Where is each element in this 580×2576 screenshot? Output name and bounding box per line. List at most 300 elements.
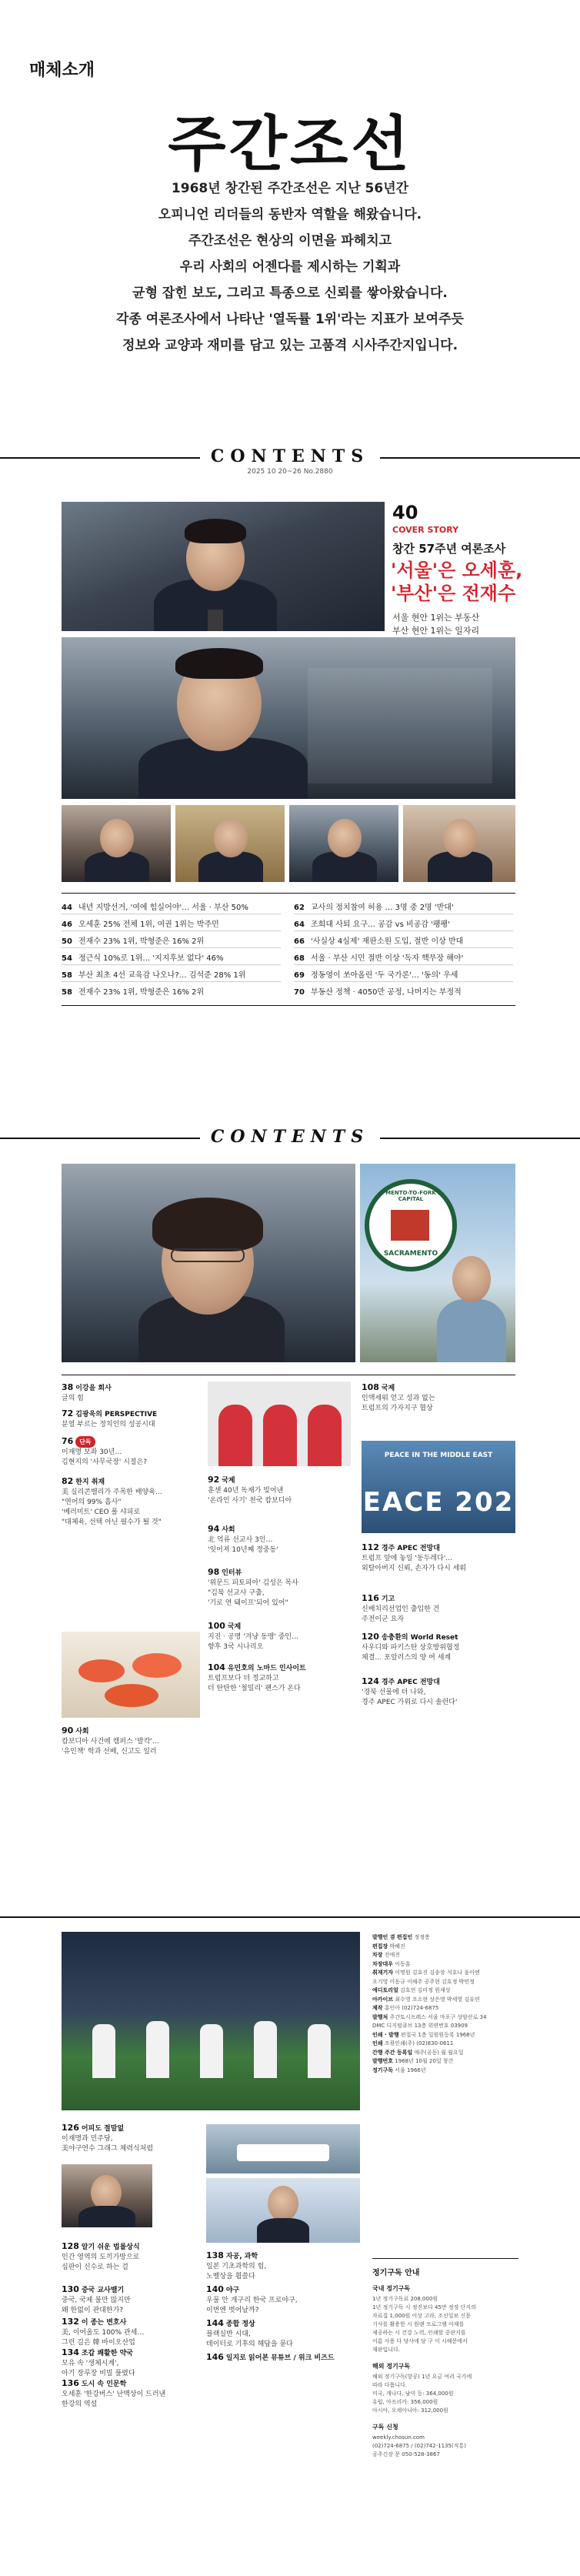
toc-entry[interactable] [62, 1726, 202, 1757]
intro-line: 1968년 창간된 주간조선은 지난 56년간 [171, 181, 409, 196]
toc-page-number: 54 [62, 954, 72, 963]
person-shirt [437, 1299, 506, 1362]
subscription-line: 따라 다릅니다. [372, 2382, 408, 2388]
colophon-row [372, 2049, 526, 2058]
toc-entry[interactable] [208, 1621, 351, 1652]
entry-title-line: 심판이 신수로 하는 걸 [62, 2264, 128, 2271]
colophon-row [372, 1996, 526, 2005]
toc-title: 정동영이 쏘아올린 '두 국가론'… '동의' 우세 [311, 971, 458, 980]
thumb-photo-1 [62, 805, 171, 882]
colophon-row [372, 1986, 526, 1996]
toc-title: 오세훈 25% 전체 1위, 여권 1위는 박주민 [78, 920, 219, 929]
entry-title-line: 글의 힘 [62, 1395, 84, 1402]
subscription-section-title: 구독 신청 [372, 2424, 398, 2431]
entry-title-line: 이번엔 벗어날까? [206, 2307, 259, 2314]
row-separator [294, 947, 513, 948]
toc-entry[interactable] [62, 2317, 202, 2348]
entry-category: 일지로 읽어본 뮤튜브 / 위크 비즈드 [225, 2354, 335, 2362]
entry-title-line: 지진 · 공명 '겨냥 동맹' 중인… [208, 1633, 299, 1641]
colophon-value: 오기영 이동규 이해주 공주현 김호정 박민정 [372, 1978, 475, 1985]
subscription-line: 아시아, 오세아니아: 312,000원 [372, 2407, 448, 2414]
subscription-line: 이름 사용 다 당사에 당 구 이 시해문에서 [372, 2338, 468, 2344]
subscription-section-text [372, 2295, 526, 2354]
entry-title-line: 주전이군 요자 [362, 1615, 405, 1623]
intro-line: 우리 사회의 어젠다를 제시하는 기획과 [179, 259, 401, 275]
colophon-row [372, 2040, 526, 2049]
subscription-line: 재판입니다. [372, 2347, 401, 2353]
entry-title-line: 인간 영역의 도끼가방으로 [62, 2254, 140, 2261]
entry-category: 사회 [75, 1728, 89, 1736]
toc-entry[interactable] [362, 1632, 515, 1663]
colophon-key: 인쇄 [372, 2040, 383, 2046]
toc-entry[interactable] [208, 1662, 351, 1694]
cover-headline [391, 559, 522, 605]
contents-heading [0, 446, 580, 466]
entry-head [62, 2378, 202, 2390]
person-face [214, 819, 248, 857]
toc-row[interactable] [62, 985, 204, 997]
entry-title-line: 美 실리콘밸리가 주목한 배양육… [62, 1488, 162, 1496]
entry-page-number: 72 [62, 1408, 74, 1418]
toc-row[interactable] [62, 934, 204, 946]
contents-heading [0, 1127, 580, 1147]
colophon-value: 박혜진 [389, 1943, 405, 1950]
entry-page-number: 128 [62, 2241, 79, 2251]
salmon-piece [78, 1659, 125, 1682]
player [146, 2021, 169, 2078]
toc-entry[interactable] [206, 2352, 360, 2364]
intro-line: 오피니언 리더들의 동반자 역할을 해왔습니다. [158, 207, 422, 222]
entry-title-line: '기로 연 돼이프'되어 있어" [208, 1599, 288, 1607]
subscription-title: 정기구독 안내 [372, 2269, 420, 2277]
entry-head [362, 1542, 515, 1554]
photo-suspects [208, 1382, 351, 1466]
colophon-value: 정정봉 [414, 1934, 430, 1940]
entry-title-line: 美야구연수 그래그 체력식처럼 [62, 2145, 154, 2153]
colophon-key: 아카이브 [372, 1996, 394, 2003]
person-suit [257, 2218, 309, 2243]
entry-head [62, 1408, 202, 1420]
toc-entry[interactable] [206, 2250, 360, 2282]
entry-page-number: 116 [362, 1593, 379, 1603]
colophon-row [372, 1943, 526, 1952]
entry-page-number: 144 [206, 2318, 224, 2328]
toc-page-number: 58 [62, 988, 72, 997]
photo-salmon [62, 1632, 200, 1718]
entry-title-line: 향후 3국 시나리오 [208, 1643, 264, 1651]
person-face [328, 819, 362, 857]
divider [62, 893, 515, 894]
entry-category: 국제 [227, 1623, 242, 1631]
toc-row[interactable] [62, 900, 248, 912]
subscription-section-text [372, 2434, 526, 2459]
toc-row[interactable] [294, 900, 454, 912]
entry-title-line: 블랙실반 시대, [206, 2330, 251, 2338]
cover-headline-line: '부산'은 전재수 [391, 583, 516, 604]
entry-title-line: 중국, 국제 불만 많지만 [62, 2297, 131, 2304]
entry-page-number: 138 [206, 2250, 224, 2260]
tractor-icon [391, 1210, 429, 1241]
entry-head [362, 1676, 515, 1688]
row-separator [294, 964, 513, 965]
entry-page-number: 112 [362, 1542, 379, 1552]
contents-page-3 [0, 1863, 580, 2576]
entry-title-line: 트럼프보다 더 정교하고 [208, 1675, 279, 1682]
entry-title-line: 사우디와 파키스탄 상호방위협정 [362, 1644, 460, 1652]
intro-line: 정보와 교양과 재미를 담고 있는 고품격 시사주간지입니다. [122, 338, 458, 353]
entry-title-line: 캄보디아 사건에 캠퍼스 '발칵'… [62, 1738, 159, 1746]
person-red [263, 1405, 297, 1466]
entry-category: 도시 속 인문학 [81, 2381, 127, 2388]
cover-description [392, 611, 479, 637]
toc-title: '사실상 4심제' 재판소원 도입, 절반 이상 반대 [311, 937, 464, 946]
colophon-key: 제작 [372, 2005, 383, 2011]
colophon-row [372, 1951, 526, 1960]
subscription-line: 1년 정기구독료 208,000원 [372, 2296, 438, 2302]
colophon-row [372, 2013, 526, 2023]
toc-page-number: 68 [294, 954, 305, 963]
toc-entry[interactable] [62, 1436, 202, 1468]
entry-head [206, 2284, 360, 2296]
entry-page-number: 94 [208, 1524, 220, 1534]
contents-page-2 [0, 1093, 580, 1863]
cover-desc-line: 서울 현안 1위는 부동산 [392, 613, 480, 623]
colophon-value: 주간토시프레스 서울 마포구 상암산로 34 [389, 2013, 487, 2020]
microphone [208, 610, 223, 631]
colophon-value: 김호연 김미정 원재성 [400, 1987, 451, 1993]
entry-head [62, 2284, 202, 2296]
subscription-line: 1년 정기구독 시 정진보다 45만 정장 단지의 [372, 2304, 476, 2310]
entry-title-line: '위문드 피토피아' 김성은 목사 [208, 1579, 298, 1587]
entry-title-line: 훈센 40년 독재가 빚어낸 [208, 1487, 284, 1495]
entry-title-line: 체결… 포알러스의 양 여 세계 [362, 1654, 452, 1662]
toc-row[interactable] [294, 985, 462, 997]
entry-title-line: 아기 장루장 비밀 풀렸다 [62, 2370, 135, 2377]
peace-big: EACE 202 [362, 1487, 515, 1518]
player [254, 2021, 277, 2078]
entry-title-line: 이재명과 민주당, [62, 2135, 113, 2143]
entry-head [62, 1476, 202, 1488]
colophon-row [372, 1933, 526, 1943]
row-separator [62, 964, 281, 965]
entry-page-number: 82 [62, 1476, 74, 1486]
toc-title: 부산 최초 4선 교육감 나오나?… 김석준 28% 1위 [78, 971, 246, 980]
photo-baseball [62, 1932, 360, 2110]
subscription-line: 해외 정기구독(항공) 1년 요금 여러 국가에 [372, 2374, 472, 2380]
toc-title: 전재수 23% 1위, 박형준은 16% 2위 [78, 937, 205, 946]
background-people [308, 668, 492, 783]
entry-category: 경주 APEC 전망대 [381, 1679, 440, 1686]
toc-page-number: 50 [62, 937, 72, 946]
toc-row[interactable] [62, 917, 219, 929]
issue-info: 2025 10 20~26 No.2880 [247, 468, 333, 476]
colophon-row [372, 2022, 526, 2031]
colophon-key: 발행인 겸 편집인 [372, 1934, 413, 1940]
toc-title: 부동산 정책 · 4050만 공정, 나머지는 부정적 [311, 988, 462, 997]
entry-title-line: 외탈아버지 신뢰, 손자가 다시 세워 [362, 1565, 467, 1572]
divider [0, 1916, 580, 1918]
toc-page-number: 58 [62, 971, 72, 980]
subscription-section-text [372, 2373, 526, 2415]
entry-page-number: 124 [362, 1676, 379, 1686]
toc-entry[interactable] [62, 2284, 202, 2316]
thumb-photo-3 [289, 805, 398, 882]
sign-top-text: MENTO-TO-FORK CAPITAL [385, 1190, 436, 1202]
colophon-row [372, 1960, 526, 1970]
colophon-value: 편집국 1층 일원원등록 1968년 [400, 2031, 475, 2038]
colophon-key: 차장대우 [372, 1960, 394, 1967]
toc-page-number: 70 [294, 988, 305, 997]
entry-head [62, 1382, 202, 1394]
toc-row[interactable] [294, 968, 458, 980]
entry-title-line: 일본 기초과학의 힘, [206, 2263, 267, 2270]
entry-title-line: '유인책' 학과 선배, 신고도 일러 [62, 1748, 157, 1756]
person-red [218, 1405, 252, 1466]
entry-category: 조갑 쾌활한 약국 [81, 2350, 133, 2357]
colophon-key: 편집장 [372, 1943, 388, 1950]
intro-title: 주간조선 [168, 109, 412, 179]
toc-row[interactable] [294, 951, 463, 963]
entry-title-line: 그런 길은 韓 바이오산업 [62, 2339, 135, 2347]
colophon-row [372, 2057, 526, 2066]
toc-title: 교사의 정치참여 허용 … 3명 중 2명 '반대' [311, 904, 454, 912]
entry-head [208, 1621, 351, 1632]
colophon-key: 정기구독 [372, 2066, 394, 2073]
feature-photo-woman [62, 1164, 355, 1362]
person-face [443, 819, 477, 857]
toc-row[interactable] [294, 934, 463, 946]
entry-title-line: 오세훈 '한강버스' 난맥상이 드러낸 [62, 2391, 166, 2398]
colophon-value: 매주(공동) 월 월요일 [414, 2049, 464, 2056]
exclusive-badge: 단독 [75, 1436, 95, 1448]
entry-category: 경주 APEC 전망대 [381, 1545, 440, 1552]
sign-bottom-text: SACRAMENTO [383, 1250, 438, 1258]
entry-head [208, 1567, 351, 1579]
entry-category: 국제 [381, 1385, 395, 1392]
entry-page-number: 76 [62, 1436, 74, 1446]
divider [372, 2258, 518, 2259]
toc-entry[interactable] [62, 2123, 202, 2154]
entry-title-line: 인맥세워 얻고 성과 없는 [362, 1395, 435, 1402]
player [92, 2024, 115, 2078]
intro-label: 매체소개 [29, 61, 95, 80]
person-hair [175, 648, 263, 679]
entry-category: 중국 교사밸기 [81, 2287, 125, 2294]
salmon-piece [105, 1684, 158, 1707]
colophon [372, 1933, 526, 2075]
toc-row[interactable] [62, 951, 223, 963]
person-hair [185, 519, 246, 543]
entry-head [208, 1475, 351, 1486]
toc-entry[interactable] [208, 1567, 351, 1609]
salmon-piece [132, 1653, 182, 1678]
colophon-value: 홍인아 (02)724-6875 [384, 2005, 439, 2011]
cover-page-number: 40 [392, 502, 418, 523]
toc-page-number: 46 [62, 920, 72, 929]
entry-page-number: 126 [62, 2123, 79, 2133]
contents-heading-text: CONTENTS [200, 1127, 380, 1147]
entry-page-number: 38 [62, 1382, 74, 1392]
person-face [100, 819, 134, 857]
entry-title-line: '온라인 사기' 천국 캄보디아 [208, 1497, 292, 1505]
cover-desc-line: 부산 현안 1위는 일자리 [392, 626, 480, 636]
entry-category: 유민호의 노마드 인사이트 [227, 1665, 306, 1672]
entry-head [362, 1382, 515, 1394]
person-red [308, 1405, 342, 1466]
entry-head [206, 2352, 360, 2364]
thumb-photo-4 [403, 805, 515, 882]
colophon-row [372, 1969, 526, 1978]
entry-head [208, 1662, 351, 1674]
entry-page-number: 134 [62, 2347, 79, 2357]
entry-title-line: 분열 부르는 정치인의 성공시대 [62, 1421, 155, 1428]
colophon-key: 발행번호 [372, 2058, 394, 2064]
sign-circle [365, 1179, 457, 1271]
toc-page-number: 66 [294, 937, 305, 946]
entry-title-line: 우물 안 개구리 한국 프로야구, [206, 2297, 298, 2304]
colophon-value: DMC 디지털큐브 13층 위편번호 03909 [372, 2023, 468, 2029]
entry-page-number: 104 [208, 1662, 225, 1672]
entry-title-line: 김현지의 '사무국장' 시절은? [62, 1458, 148, 1466]
entry-head [206, 2250, 360, 2262]
toc-title: 조희대 사퇴 요구… 공감 vs 비공감 '팽팽' [311, 920, 450, 929]
cover-photo-second [62, 637, 515, 799]
toc-entry[interactable] [62, 1476, 202, 1528]
toc-row[interactable] [62, 968, 245, 980]
player [308, 2024, 331, 2078]
subscription-line[interactable]: weekly.chosun.com [372, 2434, 425, 2441]
feature-photo-sign [360, 1164, 515, 1362]
thumb-photo-2 [175, 805, 285, 882]
person-face [268, 2186, 298, 2221]
entry-category: 이강을 회사 [75, 1385, 112, 1392]
entry-page-number: 140 [206, 2284, 224, 2294]
colophon-value: 전애진 [384, 1952, 401, 1958]
entry-category: 송충환의 World Reset [381, 1634, 458, 1642]
subscription-line: 유럽, 아프리카: 356,000원 [372, 2399, 438, 2405]
entry-head [62, 2317, 202, 2328]
toc-title: 서울 · 부산 시민 절반 이상 '독자 핵무장 해야' [311, 954, 464, 963]
toc-entry[interactable] [362, 1542, 515, 1574]
entry-title-line: "대체육, 선택 아닌 필수가 될 것" [62, 1519, 162, 1526]
entry-title-line: 신배치리선업인 출입한 건 [362, 1605, 440, 1613]
entry-page-number: 90 [62, 1726, 74, 1736]
entry-title-line: '잊어져 10년째 정중동' [208, 1546, 278, 1554]
entry-title-line: 노벨상을 휩쓸다 [206, 2273, 255, 2280]
colophon-row [372, 2031, 526, 2040]
subscription-line: 기사를 활용한 시 원랜 프로그램 이재를 [372, 2321, 465, 2327]
entry-category: 어피도 절말없 [81, 2125, 125, 2133]
entry-title-line: "연어의 99% 흡사" [62, 1498, 122, 1506]
entry-title-line: 한강의 역설 [62, 2401, 98, 2408]
entry-page-number: 136 [62, 2378, 79, 2388]
entry-title-line: 이재명 보좌 30년… [62, 1448, 122, 1456]
entry-page-number: 108 [362, 1382, 379, 1392]
subscription-line[interactable]: (02)724-6875 / (02)742-1135(직통) [372, 2443, 466, 2449]
photo-politician [62, 2164, 152, 2227]
entry-category: 한지 취재 [75, 1478, 105, 1486]
toc-entry[interactable] [208, 1475, 351, 1506]
entry-category: 야구 [225, 2287, 240, 2294]
toc-row[interactable] [294, 917, 450, 929]
glasses-icon [171, 1248, 245, 1262]
cover-headline-line: '서울'은 오세훈, [391, 560, 523, 581]
person-face [452, 1256, 491, 1302]
entry-page-number: 100 [208, 1621, 225, 1631]
entry-category: 인터뷰 [222, 1569, 242, 1577]
person-suit [78, 2206, 135, 2227]
person-hair [152, 1198, 263, 1251]
toc-title: 정근식 10%로 1위… '지지후보 없다' 46% [78, 954, 224, 963]
subscription-line: 미국, 캐나다, 남미 등: 364,000원 [372, 2391, 454, 2397]
toc-page-number: 62 [294, 904, 305, 912]
colophon-value: 서울 1966년 [395, 2066, 426, 2073]
subscription-line[interactable]: 공주긴장 문 050-528-3867 [372, 2451, 440, 2457]
subscription-line: 제공하는 시 건강 노력, 인쇄할 중판지를 [372, 2330, 466, 2336]
toc-entry[interactable] [206, 2284, 360, 2316]
entry-page-number: 92 [208, 1475, 220, 1485]
entry-head [62, 2123, 202, 2134]
entry-title-line: 트럼프 앞에 놓일 '동두레다'… [362, 1555, 453, 1562]
subscription-line: 자료집 1,000원 이상 고라, 조선일보 신문 [372, 2313, 472, 2319]
toc-entry[interactable] [62, 2347, 202, 2379]
colophon-row [372, 1978, 526, 1987]
colophon-row [372, 2066, 526, 2076]
entry-category: 알기 쉬운 법률상식 [81, 2244, 140, 2251]
photo-nobel [206, 2178, 360, 2243]
toc-page-number: 44 [62, 904, 72, 912]
subscription-section-title: 국내 정기구독 [372, 2285, 411, 2292]
toc-entry[interactable] [362, 1593, 515, 1625]
toc-entry[interactable] [208, 1524, 351, 1555]
colophon-key: 차장 [372, 1952, 383, 1958]
ferry-boat [237, 2144, 329, 2161]
colophon-value: 최수영 조소현 상은영 박세영 김유연 [395, 1996, 480, 2003]
toc-entry[interactable] [62, 2378, 202, 2410]
subscription-section-title: 해외 정기구독 [372, 2363, 411, 2370]
row-separator [62, 947, 281, 948]
divider [62, 1005, 515, 1006]
toc-entry[interactable] [62, 1382, 202, 1404]
colophon-row [372, 2004, 526, 2013]
toc-entry[interactable] [362, 1676, 515, 1708]
entry-title-line: 트럼프의 가자지구 협상 [362, 1405, 433, 1412]
toc-entry[interactable] [62, 2241, 202, 2273]
cover-subtitle: 창간 57주년 여론조사 [392, 542, 506, 556]
colophon-key: 간행 주간 등록일 [372, 2049, 413, 2056]
entry-title-line: 美, 이어올도 100% 관세… [62, 2329, 145, 2337]
colophon-key: 인쇄 · 발행 [372, 2031, 399, 2038]
entry-title-line: 왜 한없이 관대한가? [62, 2307, 124, 2314]
entry-head [208, 1524, 351, 1535]
entry-title-line: 경주 APEC 가위로 다시 솔런다' [362, 1699, 458, 1706]
entry-page-number: 98 [208, 1567, 220, 1577]
entry-head [362, 1593, 515, 1605]
intro-line: 주간조선은 현상의 이면을 파헤치고 [188, 233, 392, 249]
toc-entry[interactable] [362, 1382, 515, 1414]
intro-text [0, 175, 580, 359]
peace-caption: PEACE IN THE MIDDLE EAST [384, 1452, 493, 1459]
player [200, 2024, 223, 2078]
entry-head [62, 2241, 202, 2253]
toc-entry[interactable] [206, 2318, 360, 2350]
photo-peace [362, 1441, 515, 1533]
entry-head [62, 2347, 202, 2359]
intro-line: 각종 여론조사에서 나타난 '열독률 1위'라는 지표가 보여주듯 [116, 312, 464, 327]
toc-entry[interactable] [62, 1408, 202, 1430]
entry-category: 기고 [381, 1595, 395, 1603]
entry-title-line: 데이터로 기후의 해답을 묻다 [206, 2340, 293, 2348]
